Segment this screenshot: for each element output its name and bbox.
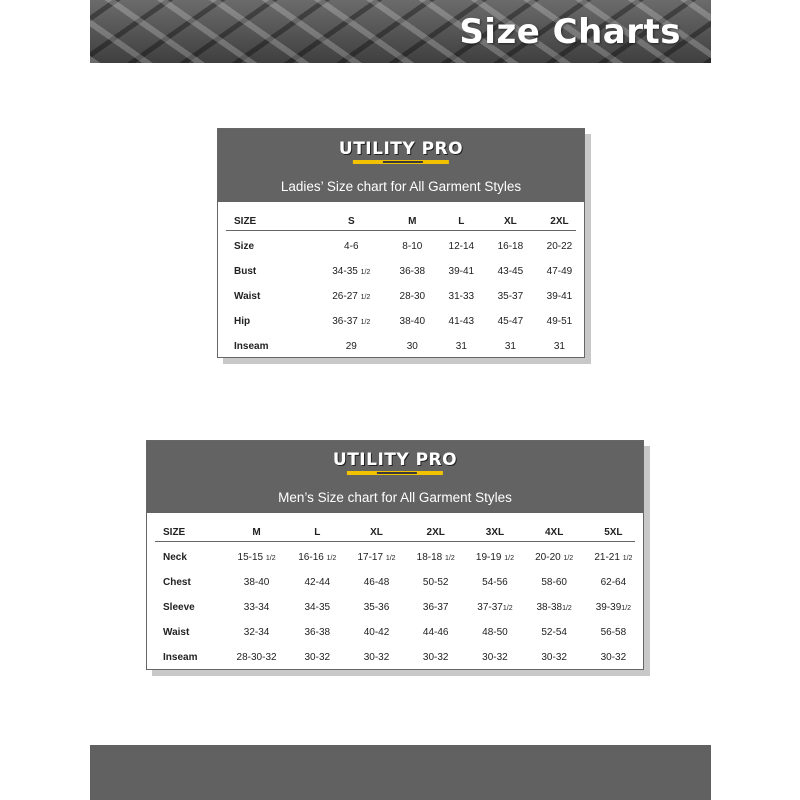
column-header: 2XL: [550, 216, 569, 227]
column-header: XL: [370, 527, 383, 538]
table-row: [218, 334, 584, 359]
row-label: Sleeve: [163, 602, 195, 613]
table-cell: 31: [553, 341, 565, 352]
table-cell: 31-33: [448, 291, 475, 302]
table-cell: 12-14: [448, 241, 475, 252]
utility-pro-logo: UTILITY PRO: [339, 139, 463, 164]
table-cell: 45-47: [497, 316, 524, 327]
table-cell: 31: [455, 341, 467, 352]
row-label: Inseam: [163, 652, 198, 663]
ladies-chart-title: Ladies’ Size chart for All Garment Styles: [280, 179, 522, 194]
table-cell: 35-36: [363, 602, 390, 613]
table-row: [218, 284, 584, 309]
table-cell: 58-60: [541, 577, 567, 588]
table-cell: 41-43: [448, 316, 475, 327]
table-cell: 40-42: [363, 627, 390, 638]
table-cell: 39-391/2: [595, 602, 632, 613]
mens-chart-header: [147, 441, 643, 513]
row-label: Waist: [163, 627, 190, 638]
table-cell: 62-64: [600, 577, 627, 588]
table-cell: 37-371/2: [477, 602, 513, 613]
table-cell: 42-44: [304, 577, 331, 588]
row-label: Chest: [163, 577, 191, 588]
table-cell: 21-21 1/2: [594, 552, 633, 563]
table-cell: 30-32: [482, 652, 508, 663]
table-cell: 15-15 1/2: [237, 552, 276, 563]
table-cell: 31: [504, 341, 516, 352]
table-cell: 39-41: [448, 266, 475, 277]
table-cell: 49-51: [546, 316, 573, 327]
column-header: 5XL: [604, 527, 623, 538]
table-cell: 20-22: [546, 241, 573, 252]
table-cell: 36-38: [399, 266, 426, 277]
table-cell: 26-27 1/2: [332, 291, 371, 302]
table-cell: 29: [345, 341, 357, 352]
table-cell: 56-58: [600, 627, 627, 638]
table-cell: 4-6: [344, 241, 359, 252]
table-cell: 39-41: [546, 291, 573, 302]
header-row: [147, 520, 643, 545]
table-cell: 43-45: [497, 266, 524, 277]
table-cell: 36-38: [304, 627, 331, 638]
table-cell: 48-50: [482, 627, 508, 638]
row-label: Waist: [234, 291, 261, 302]
table-cell: 52-54: [541, 627, 567, 638]
table-cell: 8-10: [402, 241, 423, 252]
table-cell: 46-48: [363, 577, 390, 588]
table-cell: 30-32: [304, 652, 331, 663]
ladies-chart-header: [218, 129, 584, 202]
column-header: L: [314, 527, 321, 538]
row-label: Inseam: [234, 341, 269, 352]
utility-pro-logo: UTILITY PRO: [333, 450, 457, 475]
table-cell: 33-34: [243, 602, 270, 613]
column-header: S: [347, 216, 355, 227]
column-header: M: [252, 527, 261, 538]
ladies-size-chart: [217, 128, 585, 358]
column-header: 2XL: [426, 527, 445, 538]
table-row: [147, 570, 643, 595]
header-banner: [90, 0, 711, 63]
column-header-size: SIZE: [163, 527, 186, 538]
table-cell: 20-20 1/2: [535, 552, 574, 563]
table-cell: 30: [406, 341, 418, 352]
table-row: [218, 234, 584, 259]
table-cell: 38-40: [243, 577, 270, 588]
logo-stripe: [347, 471, 443, 475]
table-row: [147, 595, 643, 620]
table-cell: 34-35: [304, 602, 331, 613]
table-row: [147, 645, 643, 670]
mens-chart-title: Men’s Size chart for All Garment Styles: [278, 490, 512, 505]
table-cell: 16-16 1/2: [298, 552, 337, 563]
table-cell: 32-34: [243, 627, 270, 638]
table-cell: 30-32: [422, 652, 449, 663]
row-label: Size: [234, 241, 255, 252]
table-cell: 35-37: [497, 291, 524, 302]
mens-size-chart: [146, 440, 644, 670]
column-header-size: SIZE: [234, 216, 257, 227]
table-cell: 28-30: [399, 291, 426, 302]
row-label: Hip: [234, 316, 251, 327]
table-cell: 30-32: [541, 652, 567, 663]
column-header: 4XL: [544, 527, 564, 538]
footer-bar: [90, 745, 711, 800]
table-cell: 50-52: [422, 577, 449, 588]
table-cell: 54-56: [482, 577, 508, 588]
table-cell: 36-37 1/2: [332, 316, 371, 327]
table-row: [147, 545, 643, 570]
table-cell: 30-32: [600, 652, 627, 663]
table-row: [147, 620, 643, 645]
table-cell: 28-30-32: [236, 652, 277, 663]
mens-size-table: [147, 520, 643, 670]
page-title: Size Charts: [459, 12, 681, 52]
column-header: M: [408, 216, 417, 227]
table-cell: 18-18 1/2: [416, 552, 455, 563]
row-label: Neck: [163, 552, 187, 563]
header-row: [218, 209, 584, 234]
logo-stripe: [353, 160, 449, 164]
table-cell: 17-17 1/2: [357, 552, 396, 563]
table-cell: 38-40: [399, 316, 426, 327]
column-header: L: [458, 216, 465, 227]
table-cell: 16-18: [497, 241, 524, 252]
table-cell: 44-46: [422, 627, 449, 638]
row-label: Bust: [234, 266, 257, 277]
ladies-size-table: [218, 209, 584, 359]
table-cell: 47-49: [546, 266, 573, 277]
table-cell: 30-32: [363, 652, 390, 663]
column-header: XL: [503, 216, 517, 227]
table-cell: 38-381/2: [536, 602, 572, 613]
table-row: [218, 259, 584, 284]
column-header: 3XL: [485, 527, 505, 538]
table-cell: 36-37: [422, 602, 449, 613]
table-cell: 19-19 1/2: [475, 552, 514, 563]
table-cell: 34-35 1/2: [332, 266, 371, 277]
table-row: [218, 309, 584, 334]
